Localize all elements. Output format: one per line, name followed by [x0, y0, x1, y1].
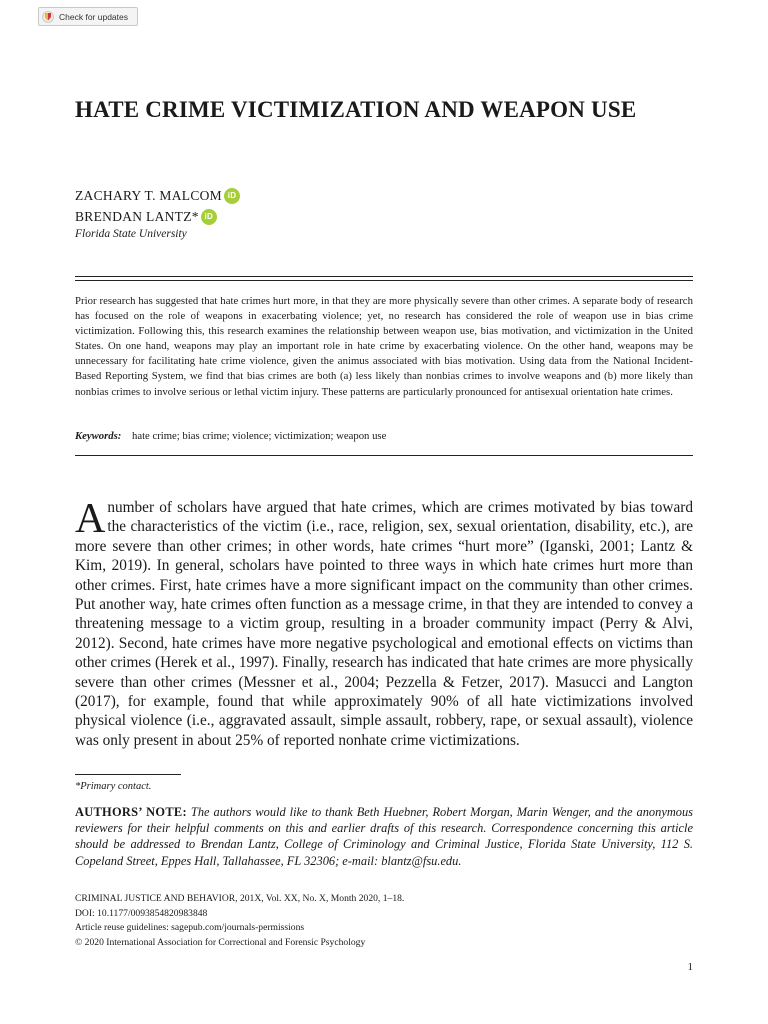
check-updates-icon: [42, 11, 54, 23]
keywords: [75, 430, 386, 442]
abstract: Prior research has suggested that hate crimes hurt more, in that they are more physically severe than other crimes. A separate body of research has focused on the role of weapons in exacerbating violence; yet, no research has considered the role of weapon use in bias crime victimization. Following this, this research examines the relationship between weapon use, bias motivation, and victimization in the United States. On one hand, weapons may play an important role in hate crime by exacerbating violence. On the other hand, weapons may be unnecessary for facilitating hate crime violence, given the animus associated with bias motivation. Using data from the National Incident-Based Reporting System, we find that bias crimes are both (a) less likely than nonbias crimes to involve weapons and (b) more likely than nonbias crimes to involve serious or lethal victim injury. These patterns are particularly pronounced for antisexual orientation hate crimes.: [75, 295, 693, 398]
reuse-guidelines[interactable]: Article reuse guidelines: sagepub.com/journals-permissions: [75, 922, 305, 933]
abstract-top-rule-2: [75, 280, 693, 281]
author-2: [75, 209, 217, 225]
orcid-icon[interactable]: iD: [224, 188, 240, 204]
journal-info: [75, 892, 404, 950]
abstract-top-rule: [75, 276, 693, 277]
orcid-icon[interactable]: iD: [201, 209, 217, 225]
author-name: BRENDAN LANTZ: [75, 209, 192, 224]
check-for-updates-button[interactable]: [38, 7, 138, 26]
journal-citation: CRIMINAL JUSTICE AND BEHAVIOR, 201X, Vol. XX, No. X, Month 2020, 1–18.: [75, 893, 405, 904]
body-text: number of scholars have argued that hate crimes, which are crimes motivated by bias toward the characteristics of the victim (i.e., race, religion, sex, sexual orientation, disability, etc.), are more severe than other crimes; in other words, hate crimes “hurt more” (Iganski, 2001; Lantz & Kim, 2019). In general, scholars have pointed to three ways in which hate crimes hurt more than other crimes. First, hate crimes have a more significant impact on the community than other crimes. Put another way, hate crimes often function as a message crime, in that they are intended to convey a threatening message to a victim group, resulting in a broader community impact (Perry & Alvi, 2012). Second, hate crimes have more negative psychological and emotional effects on victims than other crimes (Herek et al., 1997). Finally, research has indicated that hate crimes are more physically severe than other crimes (Messner et al., 2004; Pezzella & Fetzer, 2017). Masucci and Langton (2017), for example, found that while approximately 90% of all hate victimizations involved physical violence (i.e., aggravated assault, simple assault, robbery, rape, or sexual assault), violence was only present in about 25% of reported nonhate crime victimizations.: [75, 499, 693, 749]
keywords-list: hate crime; bias crime; violence; victimization; weapon use: [131, 430, 387, 442]
keywords-label: Keywords:: [75, 430, 122, 442]
article-title: HATE CRIME VICTIMIZATION AND WEAPON USE: [75, 97, 637, 122]
drop-cap: A: [75, 496, 106, 542]
check-for-updates-label: Check for updates: [59, 11, 128, 22]
primary-contact-note: *Primary contact.: [75, 781, 152, 792]
page-number: 1: [687, 961, 693, 973]
doi[interactable]: DOI: 10.1177/0093854820983848: [75, 907, 208, 919]
author-marker: *: [191, 209, 199, 224]
author-name: ZACHARY T. MALCOM: [75, 188, 222, 203]
abstract-bottom-rule: [75, 455, 693, 456]
footnote-rule: [75, 774, 181, 775]
body-paragraph: [75, 498, 693, 750]
author-1: [75, 188, 240, 204]
authors-note-text: The authors would like to thank Beth Huebner, Robert Morgan, Marin Wenger, and the anonymous reviewers for their helpful comments on this and earlier drafts of this research. Correspondence concerning this article should be addressed to Brendan Lantz, College of Criminology and Criminal Justice, Florida State University, 112 S. Copeland Street, Eppes Hall, Tallahassee, FL 32306; e-mail: blantz@fsu.edu.: [75, 805, 693, 868]
authors-note: [75, 804, 693, 869]
authors-note-label: AUTHORS’ NOTE:: [75, 805, 187, 819]
author-affiliation: Florida State University: [75, 228, 187, 240]
copyright: © 2020 International Association for Correctional and Forensic Psychology: [75, 936, 366, 948]
